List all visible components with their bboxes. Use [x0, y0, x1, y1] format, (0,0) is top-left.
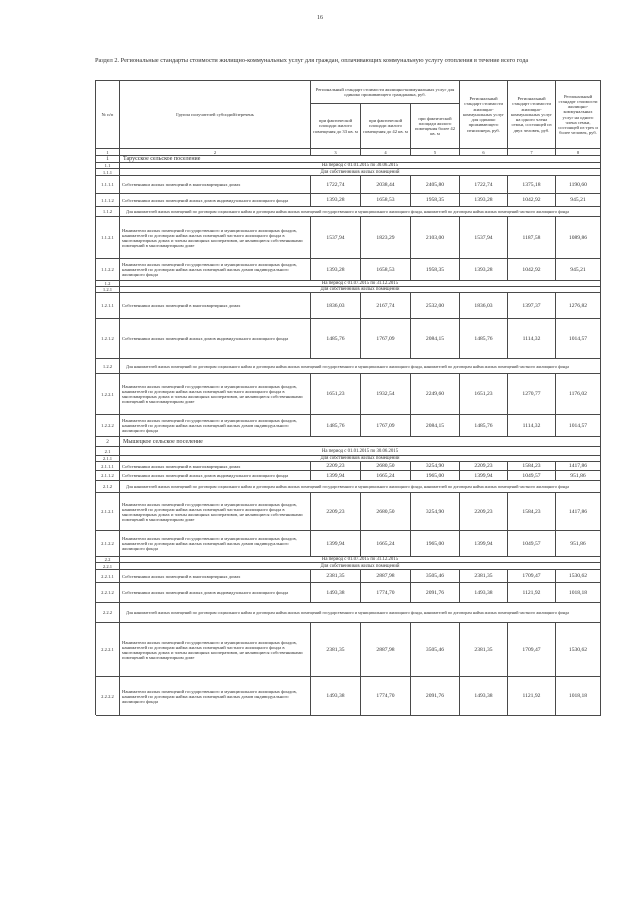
value-family-two: 1121,92	[508, 583, 556, 603]
recipient-group: Наниматели жилых помещений государственного и муниципального жилищных фондов, нанимателей по договорам найма жилых помещений частного жилищного фонда в многоквартирных домах и члены жилищных кооперативов, не являющиеся собственниками помещений в многоквартирном доме	[120, 623, 311, 677]
table-row	[96, 570, 601, 583]
header-area-over-42: при фактической площади жилого помещения более 42 кв. м	[411, 104, 460, 149]
table-row	[96, 623, 601, 677]
row-number: 1.2.2	[96, 359, 120, 374]
row-number: 1.1.2.1	[96, 217, 120, 259]
row-number: 2.2.2.1	[96, 623, 120, 677]
period-label: На период с 01.01.2015 по 30.06.2015	[120, 163, 601, 169]
row-number: 2.1.1	[96, 456, 120, 462]
value-area-over-42: 2091,76	[411, 583, 460, 603]
value-area-33: 2381,35	[311, 570, 361, 583]
row-number: 2.1	[96, 447, 120, 456]
value-area-33: 1651,23	[311, 374, 361, 415]
recipient-group: Собственники жилых помещений жилых домов индивидуального жилищного фонда	[120, 471, 311, 481]
value-area-33: 1485,76	[311, 415, 361, 437]
row-number: 1.2.2.2	[96, 415, 120, 437]
column-number: 3	[311, 149, 361, 156]
value-area-33: 1493,38	[311, 677, 361, 716]
value-area-over-42: 1958,35	[411, 194, 460, 207]
value-single-pensioner: 1722,74	[460, 176, 508, 194]
row-number: 2.1.1.1	[96, 462, 120, 471]
value-family-three: 951,86	[556, 531, 601, 557]
period-label: На период с 01.01.2015 по 30.06.2015	[120, 447, 601, 456]
value-family-two: 1114,32	[508, 319, 556, 359]
recipient-group: Наниматели жилых помещений государственного и муниципального жилищных фондов, нанимателей по договорам найма жилых помещений жилых домов индивидуального жилищного фонда	[120, 259, 311, 281]
group-row	[96, 359, 601, 374]
row-number: 1.2.2.1	[96, 374, 120, 415]
recipient-group: Собственники жилых помещений в многоквартирных домах	[120, 462, 311, 471]
value-area-42: 2887,98	[361, 623, 411, 677]
value-single-pensioner: 1485,76	[460, 415, 508, 437]
value-area-over-42: 3254,90	[411, 493, 460, 531]
group-label: Для нанимателей жилых помещений по договорам социального найма и договорам найма жилых помещений государственного и муниципального жилищного фонда, нанимателей по договорам найма жилых помещений частного жилищного фонда	[120, 481, 601, 493]
value-area-33: 1399,94	[311, 531, 361, 557]
recipient-group: Собственники жилых помещений жилых домов индивидуального жилищного фонда	[120, 583, 311, 603]
value-family-two: 1584,23	[508, 493, 556, 531]
section-row	[96, 156, 601, 163]
row-number: 1.1.1.1	[96, 176, 120, 194]
recipient-group: Наниматели жилых помещений государственного и муниципального жилищных фондов, нанимателей по договорам найма жилых помещений жилых домов индивидуального жилищного фонда	[120, 677, 311, 716]
value-area-over-42: 2084,15	[411, 415, 460, 437]
value-area-33: 1722,74	[311, 176, 361, 194]
value-single-pensioner: 1485,76	[460, 319, 508, 359]
value-area-42: 1658,53	[361, 259, 411, 281]
value-family-three: 1190,60	[556, 176, 601, 194]
group-label: Для собственников жилых помещений	[120, 456, 601, 462]
value-family-three: 945,21	[556, 259, 601, 281]
value-family-two: 1049,57	[508, 471, 556, 481]
period-row	[96, 447, 601, 456]
row-number: 1.2.1	[96, 287, 120, 293]
value-family-three: 1276,82	[556, 293, 601, 319]
value-single-pensioner: 1836,03	[460, 293, 508, 319]
value-area-over-42: 3505,46	[411, 623, 460, 677]
value-single-pensioner: 1393,28	[460, 194, 508, 207]
column-number: 5	[411, 149, 460, 156]
header-single-standard: Региональный стандарт стоимости жилищно-коммунальных услуг для одиноко проживающего гражданина, руб.	[311, 81, 460, 104]
value-single-pensioner: 1493,38	[460, 583, 508, 603]
value-area-42: 1665,24	[361, 471, 411, 481]
value-area-over-42: 2103,00	[411, 217, 460, 259]
row-number: 1.2	[96, 281, 120, 287]
value-area-33: 1393,28	[311, 194, 361, 207]
column-number: 4	[361, 149, 411, 156]
value-family-two: 1584,23	[508, 462, 556, 471]
table-row	[96, 293, 601, 319]
row-number: 2.1.1.2	[96, 471, 120, 481]
header-recipient-group: Группа получателей субсидий/перечень	[120, 81, 311, 149]
value-area-42: 1665,24	[361, 531, 411, 557]
row-number: 2.2.2	[96, 603, 120, 623]
value-single-pensioner: 2381,35	[460, 570, 508, 583]
value-area-33: 2209,23	[311, 493, 361, 531]
settlement-name: Тарусское сельское поселение	[120, 156, 601, 163]
group-row	[96, 563, 601, 570]
recipient-group: Наниматели жилых помещений государственного и муниципального жилищных фондов, нанимателей по договорам найма жилых помещений частного жилищного фонда в многоквартирных домах и члены жилищных кооперативов, не являющиеся собственниками помещений в многоквартирном доме	[120, 374, 311, 415]
value-area-over-42: 3505,46	[411, 570, 460, 583]
value-single-pensioner: 2209,23	[460, 493, 508, 531]
group-label: Для нанимателей жилых помещений по договорам социального найма и договорам найма жилых помещений государственного и муниципального жилищного фонда, нанимателей по договорам найма жилых помещений частного жилищного фонда	[120, 603, 601, 623]
group-label: Для собственников жилых помещений	[120, 563, 601, 570]
value-family-two: 1114,32	[508, 415, 556, 437]
group-row	[96, 603, 601, 623]
header-family-two: Региональный стандарт стоимости жилищно-коммунальных услуг на одного члена семьи, состоящей из двух человек, руб.	[508, 81, 556, 149]
section-row	[96, 437, 601, 447]
table-row	[96, 583, 601, 603]
value-area-42: 1658,53	[361, 194, 411, 207]
value-family-two: 1042,92	[508, 194, 556, 207]
table-row	[96, 194, 601, 207]
value-family-three: 1417,86	[556, 462, 601, 471]
value-family-three: 1417,86	[556, 493, 601, 531]
row-number: 2.2	[96, 557, 120, 563]
value-family-three: 951,86	[556, 471, 601, 481]
recipient-group: Наниматели жилых помещений государственного и муниципального жилищных фондов, нанимателей по договорам найма жилых помещений частного жилищного фонда в многоквартирных домах и члены жилищных кооперативов, не являющиеся собственниками помещений в многоквартирном доме	[120, 493, 311, 531]
value-area-over-42: 2084,15	[411, 319, 460, 359]
value-family-two: 1049,57	[508, 531, 556, 557]
table-row	[96, 374, 601, 415]
value-area-33: 2209,23	[311, 462, 361, 471]
value-area-33: 1836,03	[311, 293, 361, 319]
value-family-two: 1270,77	[508, 374, 556, 415]
period-label: На период с 01.07.2015 по 31.12.2015	[120, 281, 601, 287]
column-number: 8	[556, 149, 601, 156]
table-row	[96, 415, 601, 437]
row-number: 1.1.2	[96, 207, 120, 217]
value-area-33: 1493,38	[311, 583, 361, 603]
value-area-42: 2038,44	[361, 176, 411, 194]
header-number: № п/п	[96, 81, 120, 149]
column-number: 2	[120, 149, 311, 156]
group-label: Для нанимателей жилых помещений по договорам социального найма и договорам найма жилых помещений государственного и муниципального жилищного фонда, нанимателей по договорам найма жилых помещений частного жилищного фонда	[120, 207, 601, 217]
table-row	[96, 471, 601, 481]
group-row	[96, 169, 601, 176]
value-area-over-42: 2091,76	[411, 677, 460, 716]
value-area-33: 1399,94	[311, 471, 361, 481]
value-family-three: 1018,18	[556, 677, 601, 716]
recipient-group: Собственники жилых помещений жилых домов индивидуального жилищного фонда	[120, 194, 311, 207]
row-number: 2.2.1	[96, 563, 120, 570]
value-family-three: 1530,62	[556, 570, 601, 583]
value-area-42: 1767,09	[361, 319, 411, 359]
value-area-42: 1774,70	[361, 583, 411, 603]
section-title: Раздел 2. Региональные стандарты стоимости жилищно-коммунальных услуг для граждан, оплачивающих коммунальную услугу отопления в течение всего года	[95, 57, 529, 64]
value-family-three: 1089,86	[556, 217, 601, 259]
row-number: 2.2.1.1	[96, 570, 120, 583]
recipient-group: Собственники жилых помещений в многоквартирных домах	[120, 570, 311, 583]
value-single-pensioner: 1399,94	[460, 471, 508, 481]
recipient-group: Собственники жилых помещений в многоквартирных домах	[120, 293, 311, 319]
table-row	[96, 259, 601, 281]
row-number: 2.1.2.1	[96, 493, 120, 531]
value-family-two: 1375,18	[508, 176, 556, 194]
row-number: 1.1.1	[96, 169, 120, 176]
value-area-33: 1485,76	[311, 319, 361, 359]
value-area-42: 1774,70	[361, 677, 411, 716]
value-area-42: 2680,50	[361, 462, 411, 471]
group-label: Для собственников жилых помещений	[120, 287, 601, 293]
value-single-pensioner: 1399,94	[460, 531, 508, 557]
value-family-three: 1014,57	[556, 415, 601, 437]
value-family-three: 1176,02	[556, 374, 601, 415]
recipient-group: Собственники жилых помещений жилых домов индивидуального жилищного фонда	[120, 319, 311, 359]
value-area-33: 1393,28	[311, 259, 361, 281]
value-family-two: 1187,58	[508, 217, 556, 259]
row-number: 2.1.2.2	[96, 531, 120, 557]
header-area-42: при фактической площади жилого помещения до 42 кв. м	[361, 104, 411, 149]
value-area-42: 2167,74	[361, 293, 411, 319]
row-number: 2.2.2.2	[96, 677, 120, 716]
value-family-three: 1530,62	[556, 623, 601, 677]
value-single-pensioner: 1393,28	[460, 259, 508, 281]
header-family-three: Региональный стандарт стоимости жилищно-коммунальных услуг на одного члена семьи, состоящей из трех и более человек, руб.	[556, 81, 601, 149]
value-family-three: 1018,18	[556, 583, 601, 603]
standards-table	[95, 80, 601, 715]
value-area-over-42: 2249,60	[411, 374, 460, 415]
value-single-pensioner: 2381,35	[460, 623, 508, 677]
page-number: 16	[317, 15, 323, 21]
value-single-pensioner: 1493,38	[460, 677, 508, 716]
value-area-42: 1767,09	[361, 415, 411, 437]
group-row	[96, 207, 601, 217]
row-number: 1.1.1.2	[96, 194, 120, 207]
row-number: 1.2.1.1	[96, 293, 120, 319]
row-number: 1	[96, 156, 120, 163]
value-family-two: 1709,47	[508, 570, 556, 583]
value-area-42: 2887,98	[361, 570, 411, 583]
table-row	[96, 176, 601, 194]
row-number: 1.2.1.2	[96, 319, 120, 359]
value-family-two: 1397,37	[508, 293, 556, 319]
recipient-group: Наниматели жилых помещений государственного и муниципального жилищных фондов, нанимателей по договорам найма жилых помещений жилых домов индивидуального жилищного фонда	[120, 415, 311, 437]
period-label: На период с 01.07.2015 по 31.12.2015	[120, 557, 601, 563]
column-number: 7	[508, 149, 556, 156]
value-area-33: 2381,35	[311, 623, 361, 677]
row-number: 1.1	[96, 163, 120, 169]
value-single-pensioner: 1537,94	[460, 217, 508, 259]
header-area-33: при фактической площади жилого помещения до 33 кв. м	[311, 104, 361, 149]
value-family-two: 1709,47	[508, 623, 556, 677]
group-label: Для нанимателей жилых помещений по договорам социального найма и договорам найма жилых помещений государственного и муниципального жилищного фонда, нанимателей по договорам найма жилых помещений частного жилищного фонда	[120, 359, 601, 374]
value-area-42: 2680,50	[361, 493, 411, 531]
table-row	[96, 493, 601, 531]
group-label: Для собственников жилых помещений	[120, 169, 601, 176]
value-area-over-42: 3254,90	[411, 462, 460, 471]
table-row	[96, 677, 601, 716]
value-area-33: 1537,94	[311, 217, 361, 259]
recipient-group: Собственники жилых помещений в многоквартирных домах	[120, 176, 311, 194]
table-row	[96, 531, 601, 557]
recipient-group: Наниматели жилых помещений государственного и муниципального жилищных фондов, нанимателей по договорам найма жилых помещений жилых домов индивидуального жилищного фонда	[120, 531, 311, 557]
header-single-pensioner: Региональный стандарт стоимости жилищно-коммунальных услуг для одиноко проживающего пенсионера, руб.	[460, 81, 508, 149]
value-family-two: 1121,92	[508, 677, 556, 716]
row-number: 1.1.2.2	[96, 259, 120, 281]
value-area-42: 1932,54	[361, 374, 411, 415]
column-number: 1	[96, 149, 120, 156]
recipient-group: Наниматели жилых помещений государственного и муниципального жилищных фондов, нанимателей по договорам найма жилых помещений частного жилищного фонда в многоквартирных домах и члены жилищных кооперативов, не являющиеся собственниками помещений в многоквартирном доме	[120, 217, 311, 259]
row-number: 2.1.2	[96, 481, 120, 493]
row-number: 2	[96, 437, 120, 447]
value-area-over-42: 2405,80	[411, 176, 460, 194]
row-number: 2.2.1.2	[96, 583, 120, 603]
value-area-over-42: 1965,00	[411, 531, 460, 557]
table-row	[96, 462, 601, 471]
value-family-three: 945,21	[556, 194, 601, 207]
value-family-three: 1014,57	[556, 319, 601, 359]
column-number: 6	[460, 149, 508, 156]
group-row	[96, 481, 601, 493]
value-area-over-42: 1965,00	[411, 471, 460, 481]
value-area-42: 1823,29	[361, 217, 411, 259]
value-area-over-42: 2532,00	[411, 293, 460, 319]
table-row	[96, 217, 601, 259]
value-family-two: 1042,92	[508, 259, 556, 281]
table-row	[96, 319, 601, 359]
value-area-over-42: 1958,35	[411, 259, 460, 281]
settlement-name: Мышецкое сельское поселение	[120, 437, 601, 447]
value-single-pensioner: 1651,23	[460, 374, 508, 415]
value-single-pensioner: 2209,23	[460, 462, 508, 471]
